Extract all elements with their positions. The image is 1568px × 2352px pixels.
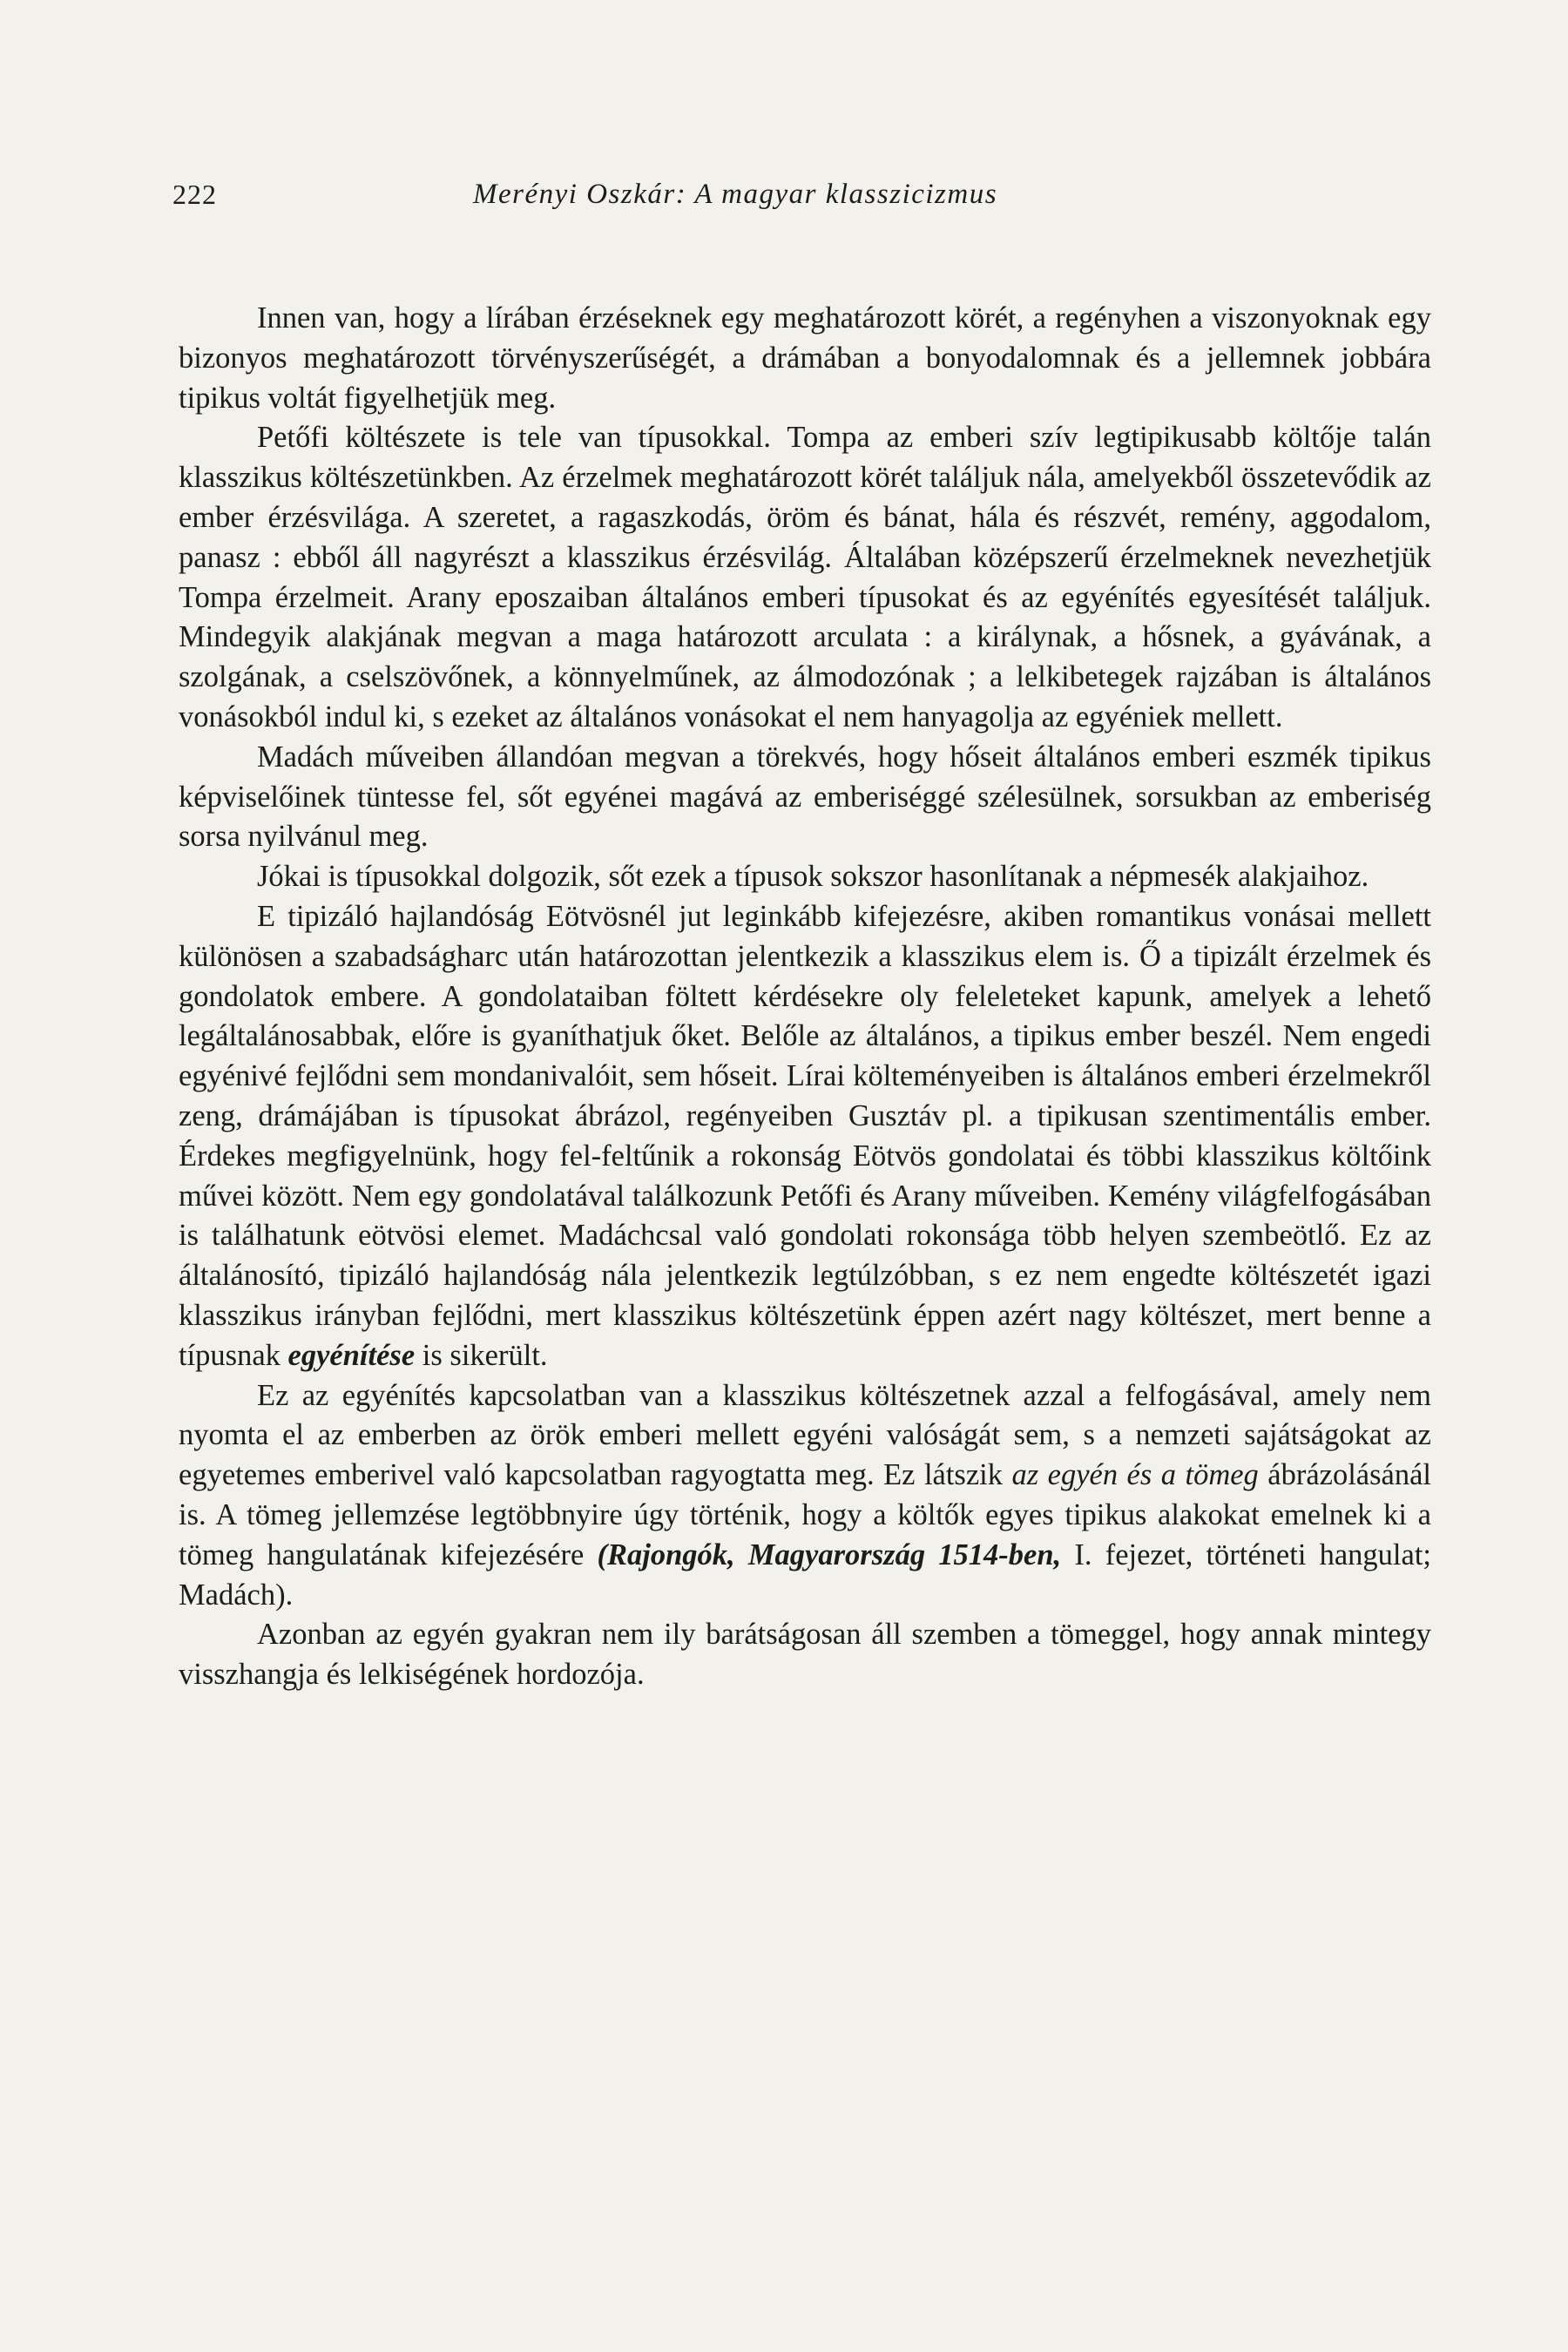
paragraph-text: Azonban az egyén gyakran nem ily barátságosan áll szemben a tömeggel, hogy annak mintegy visszhangja és lelkiségének hordozója. (179, 1618, 1431, 1692)
paragraph-text: Innen van, hogy a lírában érzéseknek egy meghatározott körét, a regényhen a viszonyoknak egy bizonyos meghatározott törvényszerűségét, a drámában a bonyodalomnak és a jellemnek jobbára tipikus voltát figyelhetjük meg. (179, 301, 1431, 415)
paragraph (179, 1615, 1431, 1695)
paragraph (179, 1376, 1431, 1616)
page-number: 222 (172, 179, 217, 210)
paragraph-text: is sikerült. (422, 1338, 548, 1372)
paragraph (179, 418, 1431, 737)
paragraph-text: E tipizáló hajlandóság Eötvösnél jut leginkább kifejezésre, akiben romantikus vonásai mellett különösen a szabadságharc után határozottan jelentkezik a klasszikus elem is. Ő a tipizált érzelmek és gondolatok embere. A gondolataiban föltett kérdésekre oly feleleteket kapunk, amelyek a lehető legáltalánosabbak, előre is gyaníthatjuk őket. Belőle az általános, a tipikus ember beszél. Nem engedi egyénivé fejlődni sem mondanivalóit, sem hőseit. Lírai költeményeiben is általános emberi érzelmekről zeng, drámájában is típusokat ábrázol, regényeiben Gusztáv pl. a tipikusan szentimentális ember. Érdekes megfigyelnünk, hogy fel-feltűnik a rokonság Eötvös gondolatai és többi klasszikus költőink művei között. Nem egy gondolatával találkozunk Petőfi és Arany műveiben. Kemény világfelfogásában is találhatunk eötvösi elemet. Madáchcsal való gondolati rokonsága több helyen szembeötlő. Ez az általánosító, tipizáló hajlandóság nála jelentkezik legtúlzóbban, s ez nem engedte költészetét igazi klasszikus irányban fejlődni, mert klasszikus költészetünk éppen azért nagy költészet, mert benne a típusnak (179, 899, 1431, 1372)
page-header (172, 179, 1427, 222)
body-text (179, 299, 1431, 1695)
paragraph (179, 897, 1431, 1376)
emphasized-titles: (Rajongók, Magyarország 1514-ben, (597, 1538, 1062, 1571)
paragraph-text: Petőfi költészete is tele van típusokkal. Tompa az emberi szív legtipikusabb költője talán klasszikus költészetünkben. Az érzelmek meghatározott körét találjuk nála, amelyekből összetevődik az ember érzésvilága. A szeretet, a ragaszkodás, öröm és bánat, hála és részvét, remény, aggodalom, panasz : ebből áll nagyrészt a klasszikus érzésvilág. Általában középszerű érzelmeknek nevezhetjük Tompa érzelmeit. Arany eposzaiban általános emberi típusokat és az egyénítés egyesítését találjuk. Mindegyik alakjának megvan a maga határozott arculata : a királynak, a hősnek, a gyávának, a szolgának, a cselszövőnek, a könnyelműnek, az álmodozónak ; a lelkibetegek rajzában is általános vonásokból indul ki, s ezeket az általános vonásokat el nem hanyagolja az egyéniek mellett. (179, 421, 1431, 733)
paragraph (179, 299, 1431, 418)
emphasized-term: az egyén és a tömeg (1011, 1458, 1259, 1492)
paragraph-text: I. fejezet, történeti hangulat; Madách). (179, 1538, 1432, 1612)
running-head: Merényi Oszkár: A magyar klasszicizmus (473, 179, 998, 210)
paragraph-text: ábrázolásánál is. A tömeg jellemzése legtöbbnyire úgy történik, hogy a költők egyes tipikus alakokat emelnek ki a tömeg hangulatának kifejezésére (179, 1458, 1432, 1571)
paragraph-text: Madách műveiben állandóan megvan a törekvés, hogy hőseit általános emberi eszmék tipikus képviselőinek tüntesse fel, sőt egyénei magává az emberiséggé szélesülnek, sorsukban az emberiség sorsa nyilvánul meg. (179, 740, 1431, 854)
paragraph (179, 857, 1431, 897)
paragraph-text: Ez az egyénítés kapcsolatban van a klasszikus költészetnek azzal a felfogásával, amely nem nyomta el az emberben az örök emberi mellett egyéni valóságát sem, s a nemzeti sajátságokat az egyetemes emberivel való kapcsolatban ragyogtatta meg. Ez látszik (179, 1378, 1431, 1492)
emphasized-term: egyénítése (287, 1338, 416, 1372)
paragraph-text: Jókai is típusokkal dolgozik, sőt ezek a típusok sokszor hasonlítanak a népmesék alakjaihoz. (257, 860, 1369, 894)
paragraph (179, 738, 1431, 857)
